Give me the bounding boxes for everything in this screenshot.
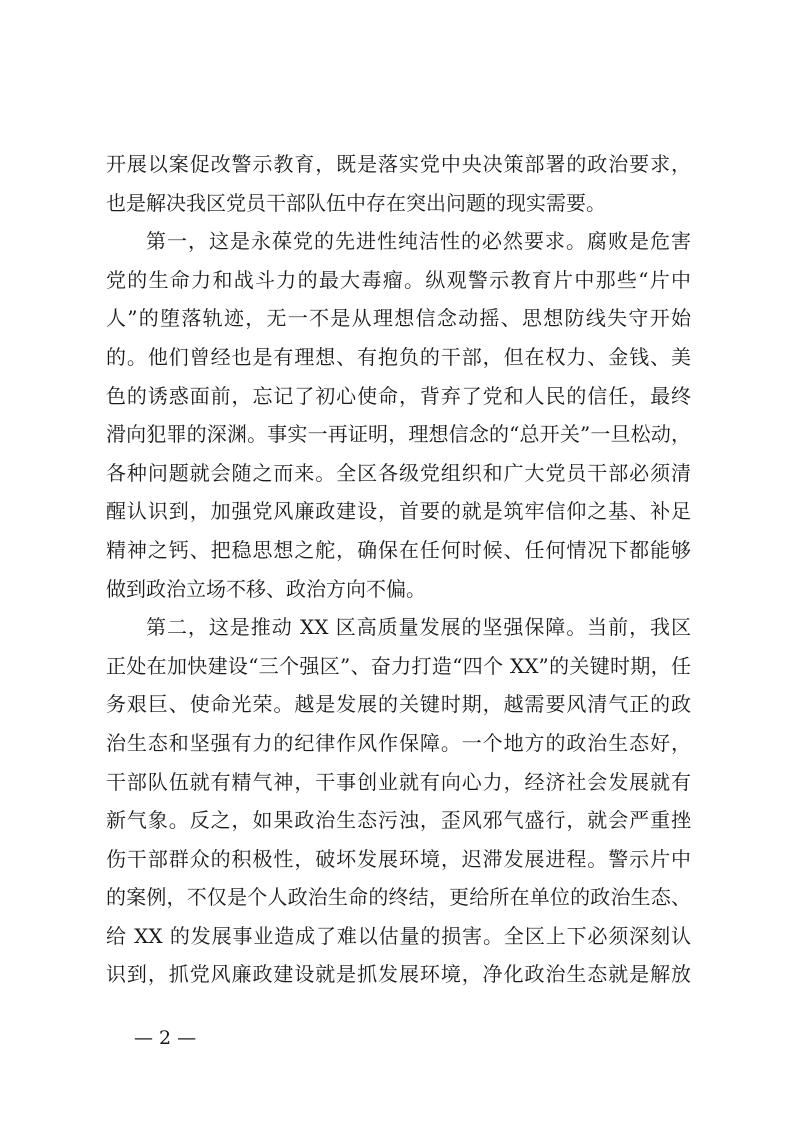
page-number: — 2 — xyxy=(134,1027,197,1049)
text-line: 识到，抓党风廉政建设就是抓发展环境，净化政治生态就是解放 xyxy=(106,962,691,987)
text-line: 务艰巨、使命光荣。越是发展的关键时期，越需要风清气正的政 xyxy=(106,692,691,717)
text-line: 党的生命力和战斗力的最大毒瘤。纵观警示教育片中那些“片中 xyxy=(106,267,691,292)
text-line: 干部队伍就有精气神，干事创业就有向心力，经济社会发展就有 xyxy=(106,769,691,794)
body-text xyxy=(106,145,691,994)
text-line: 滑向犯罪的深渊。事实一再证明，理想信念的“总开关”一旦松动， xyxy=(106,422,691,447)
text-line: 治生态和坚强有力的纪律作风作保障。一个地方的政治生态好， xyxy=(106,730,691,755)
text-line: 伤干部群众的积极性，破坏发展环境，迟滞发展进程。警示片中 xyxy=(106,846,691,871)
text-line: 也是解决我区党员干部队伍中存在突出问题的现实需要。 xyxy=(106,190,606,215)
text-line: 的案例，不仅是个人政治生命的终结，更给所在单位的政治生态、 xyxy=(106,885,691,910)
text-line: 开展以案促改警示教育，既是落实党中央决策部署的政治要求， xyxy=(106,152,691,176)
paragraph-first-line: 第一，这是永葆党的先进性纯洁性的必然要求。腐败是危害 xyxy=(146,229,691,254)
paragraph-first-line: 第二，这是推动 XX 区高质量发展的坚强保障。当前，我区 xyxy=(146,615,691,640)
text-line: 给 XX 的发展事业造成了难以估量的损害。全区上下必须深刻认 xyxy=(106,923,691,948)
text-line: 新气象。反之，如果政治生态污浊，歪风邪气盛行，就会严重挫 xyxy=(106,808,691,833)
text-line: 做到政治立场不移、政治方向不偏。 xyxy=(106,576,426,601)
text-line: 精神之钙、把稳思想之舵，确保在任何时候、任何情况下都能够 xyxy=(106,537,691,562)
text-line: 各种问题就会随之而来。全区各级党组织和广大党员干部必须清 xyxy=(106,460,691,485)
text-line: 醒认识到，加强党风廉政建设，首要的就是筑牢信仰之基、补足 xyxy=(106,499,691,524)
text-line: 人”的堕落轨迹，无一不是从理想信念动摇、思想防线失守开始 xyxy=(106,306,691,331)
text-line: 色的诱惑面前，忘记了初心使命，背弃了党和人民的信任，最终 xyxy=(106,383,691,408)
text-line: 正处在加快建设“三个强区”、奋力打造“四个 XX”的关键时期，任 xyxy=(106,653,691,678)
text-line: 的。他们曾经也是有理想、有抱负的干部，但在权力、金钱、美 xyxy=(106,344,691,369)
